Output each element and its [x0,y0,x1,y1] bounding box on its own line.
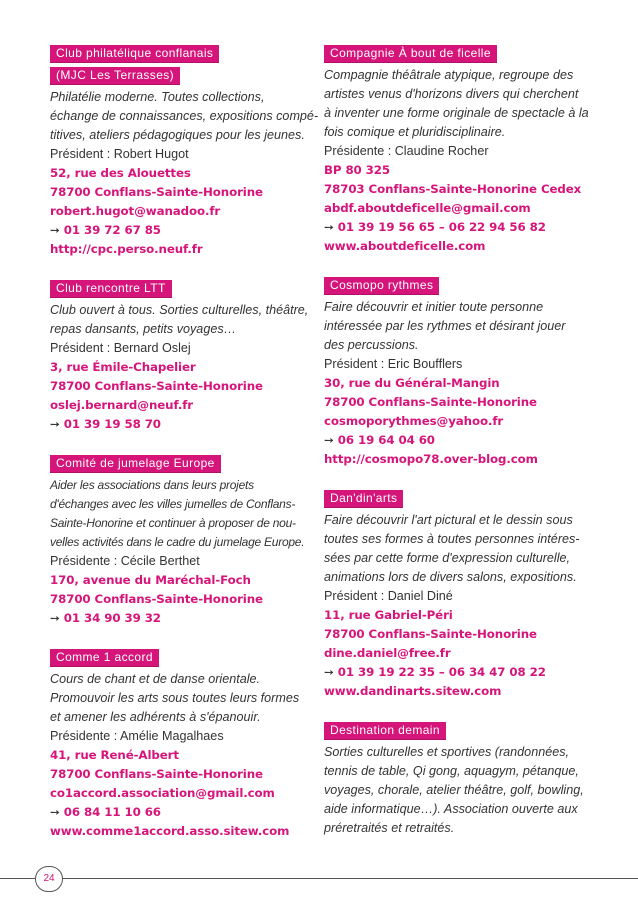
association-name: Club rencontre LTT [50,280,172,298]
description-line: Cours de chant et de danse orientale. [50,672,261,686]
phone [324,663,594,682]
website-link[interactable]: www.aboutdeficelle.com [324,239,486,253]
email-link[interactable]: abdf.aboutdeficelle@gmail.com [324,201,531,215]
phone-number: 06 84 11 10 66 [63,805,161,819]
description-line: aide informatique…). Association ouverte aux [324,802,578,816]
description-line: préretraités et retraités. [324,821,455,835]
association-subtitle: (MJC Les Terrasses) [50,67,180,85]
email-link[interactable]: cosmoporythmes@yahoo.fr [324,414,504,428]
president: Présidente : Amélie Magalhaes [50,729,224,743]
phone-number: 01 39 72 67 85 [63,223,161,237]
address: 3, rue Émile-Chapelier [50,360,196,374]
description-line: repas dansants, petits voyages… [50,322,237,336]
phone-number: 01 34 90 39 32 [63,611,161,625]
association-name: Comme 1 accord [50,649,159,667]
phone-arrow-icon: ➙ [324,433,334,447]
description-line: Philatélie moderne. Toutes collections, [50,90,265,104]
phone [324,218,594,237]
description-line: Compagnie théâtrale atypique, regroupe des [324,68,574,82]
address: 170, avenue du Maréchal-Foch [50,573,251,587]
description-line: Aider les associations dans leurs projets [50,478,254,492]
description-line: tennis de table, Qi gong, aquagym, pétanque, [324,764,579,778]
association-entry [324,276,594,469]
association-entry [50,454,312,628]
president: Président : Daniel Diné [324,589,453,603]
association-entry [50,44,319,259]
phone-number: 01 39 19 56 65 – 06 22 94 56 82 [337,220,546,234]
association-name: Comité de jumelage Europe [50,455,221,473]
description-line: fois comique et pluridisciplinaire. [324,125,506,139]
president: Président : Bernard Oslej [50,341,191,355]
association-name: Club philatélique conflanais [50,45,219,63]
phone-number: 01 39 19 58 70 [63,417,161,431]
email-link[interactable]: co1accord.association@gmail.com [50,786,275,800]
association-entry [50,279,312,434]
phone-arrow-icon: ➙ [50,611,60,625]
association-entry [50,648,312,841]
address: 30, rue du Général-Mangin [324,376,500,390]
description-line: des percussions. [324,338,419,352]
address: 41, rue René-Albert [50,748,179,762]
phone-number: 01 39 19 22 35 – 06 34 47 08 22 [337,665,546,679]
phone [50,609,312,628]
city: 78700 Conflans-Sainte-Honorine [50,767,263,781]
website-link[interactable]: www.comme1accord.asso.sitew.com [50,824,290,838]
association-name: Compagnie À bout de ficelle [324,45,497,63]
description-line: sées par cette forme d'expression culturelle, [324,551,571,565]
page-number: 24 [35,866,63,892]
phone [324,431,594,450]
city: 78700 Conflans-Sainte-Honorine [324,627,537,641]
description-line: Sorties culturelles et sportives (randonnées, [324,745,570,759]
address: 52, rue des Alouettes [50,166,191,180]
city: 78700 Conflans-Sainte-Honorine [50,379,263,393]
city: 78700 Conflans-Sainte-Honorine [50,185,263,199]
president: Président : Eric Boufflers [324,357,463,371]
city: 78703 Conflans-Sainte-Honorine Cedex [324,182,582,196]
phone [50,803,312,822]
phone-arrow-icon: ➙ [324,220,334,234]
phone [50,221,312,240]
association-entry [324,44,594,256]
description-line: Club ouvert à tous. Sorties culturelles, théâtre, [50,303,309,317]
email-link[interactable]: robert.hugot@wanadoo.fr [50,204,221,218]
phone-arrow-icon: ➙ [50,223,60,237]
email-link[interactable]: dine.daniel@free.fr [324,646,451,660]
description-line: velles activités dans le cadre du jumelage Europe. [50,535,305,549]
right-column [324,44,594,858]
phone-arrow-icon: ➙ [324,665,334,679]
footer-rule [0,878,638,879]
description-line: et amener les adhérents à s'épanouir. [50,710,261,724]
association-name: Dan'din'arts [324,490,403,508]
description-line: à inventer une forme originale de spectacle à la [324,106,589,120]
president: Président : Robert Hugot [50,147,189,161]
description-line: d'échanges avec les villes jumelles de Conflans- [50,497,296,511]
president: Présidente : Cécile Berthet [50,554,200,568]
city: 78700 Conflans-Sainte-Honorine [324,395,537,409]
email-link[interactable]: oslej.bernard@neuf.fr [50,398,193,412]
city: 78700 Conflans-Sainte-Honorine [50,592,263,606]
president: Présidente : Claudine Rocher [324,144,489,158]
description-line: Promouvoir les arts sous toutes leurs formes [50,691,300,705]
association-name: Cosmopo rythmes [324,277,439,295]
association-entry [324,721,594,838]
website-link[interactable]: www.dandinarts.sitew.com [324,684,502,698]
phone [50,415,312,434]
description-line: intéressée par les rythmes et désirant jouer [324,319,566,333]
description-line: toutes ses formes à toutes personnes intéres- [324,532,580,546]
association-entry [324,489,594,701]
phone-arrow-icon: ➙ [50,417,60,431]
description-line: Faire découvrir l'art pictural et le dessin sous [324,513,573,527]
phone-arrow-icon: ➙ [50,805,60,819]
description-line: Sainte-Honorine et continuer à proposer de nou- [50,516,296,530]
address: 11, rue Gabriel-Péri [324,608,453,622]
description-line: artistes venus d'horizons divers qui cherchent [324,87,579,101]
description-line: voyages, chorale, atelier théâtre, golf, bowling, [324,783,584,797]
left-column [50,44,319,861]
website-link[interactable]: http://cpc.perso.neuf.fr [50,242,203,256]
description-line: animations lors de divers salons, expositions. [324,570,577,584]
website-link[interactable]: http://cosmopo78.over-blog.com [324,452,538,466]
description-line: Faire découvrir et initier toute personne [324,300,544,314]
description-line: échange de connaissances, expositions compé- [50,109,319,123]
description-line: titives, ateliers pédagogiques pour les jeunes. [50,128,305,142]
association-name: Destination demain [324,722,446,740]
address: BP 80 325 [324,163,390,177]
phone-number: 06 19 64 04 60 [337,433,435,447]
